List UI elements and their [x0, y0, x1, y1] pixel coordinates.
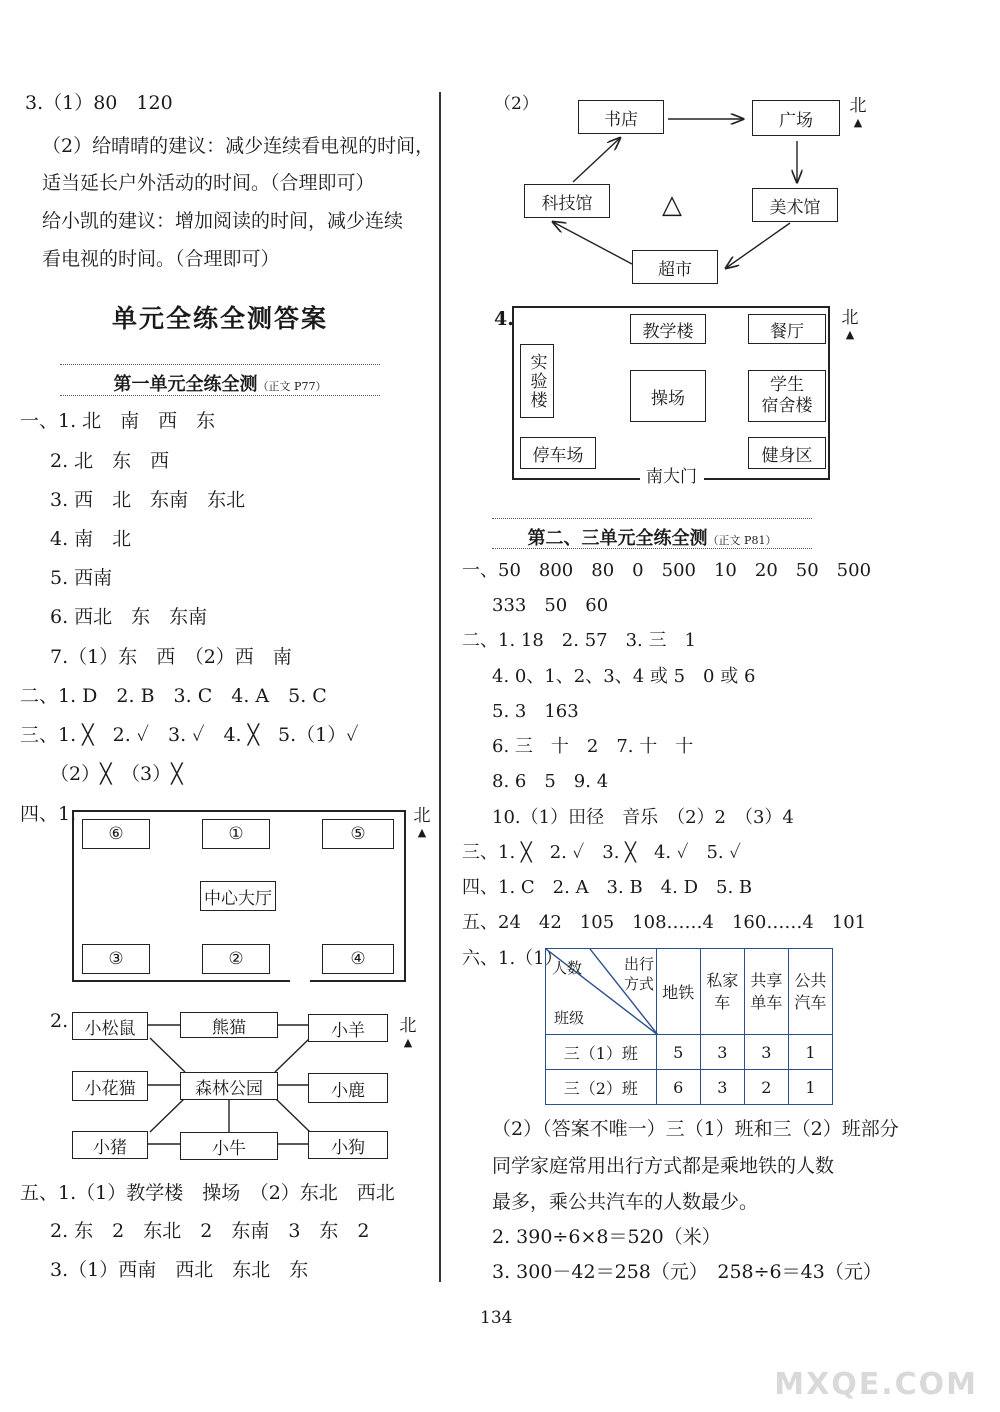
- unit23-part-2-8: 8. 6 5 9. 4: [492, 771, 609, 792]
- hall-center: 中心大厅: [200, 881, 276, 911]
- unit23-part-1: 一、50 800 80 0 500 10 20 50 500: [462, 560, 872, 581]
- table-row: [546, 1070, 833, 1105]
- unit23-part-2-6: 6. 三 十 2 7. 十 十: [492, 736, 694, 757]
- unit1-item-6: 6. 西北 东 东南: [50, 606, 208, 628]
- cell: 6: [656, 1070, 700, 1105]
- travel-table-wrap: [545, 948, 833, 1104]
- map-cat: 小花猫: [72, 1071, 148, 1101]
- answer-3-2-cont: 适当延长户外活动的时间。（合理即可）: [42, 172, 375, 194]
- travel-table: [545, 948, 833, 1105]
- dorm-line-2: 宿舍楼: [761, 396, 813, 416]
- header-class: 班级: [554, 1009, 585, 1027]
- cell: 1: [788, 1070, 832, 1105]
- unit1-item-3: 3. 西 北 东南 东北: [50, 489, 246, 511]
- row-name: 三（1）班: [546, 1035, 657, 1070]
- map-bookstore: 书店: [578, 100, 664, 134]
- map-teaching-building: 教学楼: [630, 314, 706, 344]
- col-subway: 地铁: [656, 949, 700, 1035]
- cell: 3: [700, 1070, 744, 1105]
- answer-4-label: 4.: [494, 308, 514, 330]
- unit23-part-2-10: 10.（1）田径 音乐 （2）2 （3）4: [492, 807, 794, 828]
- header-mode-1: 出行: [624, 955, 655, 973]
- unit1-item-2: 2. 北 东 西: [50, 450, 170, 472]
- map-squirrel: 小松鼠: [72, 1012, 148, 1040]
- unit23-part-1-cont: 333 50 60: [492, 595, 609, 616]
- unit1-item-4: 4. 南 北: [50, 528, 132, 550]
- hall-room-5: ⑤: [322, 819, 394, 849]
- map-parking-lot: 停车场: [520, 437, 596, 469]
- north-indicator-4: 北 ▲: [841, 308, 859, 341]
- north-arrow-icon: ▲: [403, 1036, 413, 1049]
- watermark-logo: MXQE.COM: [774, 1367, 978, 1402]
- map-deer: 小鹿: [308, 1073, 388, 1103]
- unit23-part-5: 五、24 42 105 108……4 160……4 101: [462, 912, 867, 933]
- unit1-item-1: 一、1. 北 南 西 东: [20, 410, 216, 432]
- dorm-line-1: 学生: [770, 374, 804, 395]
- north-indicator-3: 北 ▲: [849, 96, 867, 129]
- col-shared-bike: 共享 单车: [744, 949, 788, 1035]
- cell: 3: [700, 1035, 744, 1070]
- table-row: [546, 1035, 833, 1070]
- col-bus: 公共 汽车: [788, 949, 832, 1035]
- north-arrow-icon: ▲: [417, 826, 427, 839]
- unit23-part-2-5: 5. 3 163: [492, 701, 579, 722]
- hall-room-4: ④: [322, 944, 394, 974]
- map-square: 广场: [752, 100, 840, 136]
- map-art-museum: 美术馆: [752, 188, 838, 222]
- map-forest-park: 森林公园: [180, 1072, 278, 1100]
- answer-3-2: （2）给晴晴的建议：减少连续看电视的时间，: [42, 135, 435, 157]
- unit23-part-6-label: 六、1.（1）: [462, 948, 563, 969]
- unit23-part-6-2: （2）（答案不唯一）三（1）班和三（2）班部分: [492, 1118, 899, 1140]
- unit23-heading: [492, 524, 812, 550]
- map-cow: 小牛: [180, 1132, 278, 1160]
- cell: 5: [656, 1035, 700, 1070]
- header-mode-2: 方式: [624, 975, 655, 993]
- map-dormitory: [748, 370, 826, 422]
- map-lab-building: 实验楼: [520, 344, 554, 418]
- unit23-part-4: 四、1. C 2. A 3. B 4. D 5. B: [462, 877, 753, 898]
- unit23-part-6-2-cont: 同学家庭常用出行方式都是乘地铁的人数: [492, 1155, 835, 1177]
- hall-room-1: ①: [202, 819, 270, 849]
- cell: 1: [788, 1035, 832, 1070]
- map-pig: 小猪: [72, 1131, 148, 1159]
- section-rule-top-2: [492, 518, 812, 519]
- triangle-symbol: △: [662, 190, 682, 220]
- north-arrow-icon: ▲: [845, 328, 855, 341]
- map-dining-hall: 餐厅: [748, 314, 826, 344]
- answer-3-3-cont: 看电视的时间。（合理即可）: [42, 248, 280, 270]
- map-fitness-area: 健身区: [748, 437, 826, 469]
- map-tech-museum: 科技馆: [524, 184, 610, 218]
- unit23-part-6-2-calc: 2. 390÷6×8＝520（米）: [492, 1226, 721, 1248]
- unit1-part-4-2-label: 2.: [50, 1010, 69, 1032]
- map-supermarket: 超市: [632, 250, 718, 284]
- unit1-part-2: 二、1. D 2. B 3. C 4. A 5. C: [20, 685, 327, 707]
- cell: 2: [744, 1070, 788, 1105]
- answer-3-3: 给小凯的建议：增加阅读的时间，减少连续: [42, 210, 404, 232]
- page-number: 134: [480, 1308, 513, 1328]
- row-name: 三（2）班: [546, 1070, 657, 1105]
- unit1-part-3: 三、1. ╳ 2. ✓ 3. ✓ 4. ╳ 5.（1）✓: [20, 724, 359, 746]
- cell: 3: [744, 1035, 788, 1070]
- unit23-part-6-2-cont2: 最多，乘公共汽车的人数最少。: [492, 1191, 759, 1213]
- map-panda: 熊猫: [180, 1012, 278, 1038]
- hall-room-3: ③: [82, 944, 150, 974]
- main-title: 单元全练全测答案: [112, 304, 329, 333]
- unit23-ref: （正文 P81）: [707, 534, 777, 547]
- unit23-part-2-1: 二、1. 18 2. 57 3. 三 1: [462, 630, 696, 651]
- unit1-part-4-label: 四、1.: [20, 803, 77, 825]
- unit23-part-2-4: 4. 0、1、2、3、4 或 5 0 或 6: [492, 666, 756, 687]
- north-arrow-icon: ▲: [853, 116, 863, 129]
- unit1-part-3-cont: （2）╳ （3）╳: [50, 763, 183, 785]
- map-playground: 操场: [630, 370, 706, 422]
- hall-room-2: ②: [202, 944, 270, 974]
- section-rule-bottom-2: [492, 548, 812, 549]
- unit1-title: 第一单元全练全测: [113, 374, 258, 395]
- header-people: 人数: [552, 959, 583, 977]
- unit1-item-5: 5. 西南: [50, 567, 113, 589]
- unit1-ref: （正文 P77）: [257, 380, 327, 393]
- unit23-part-3: 三、1. ╳ 2. ✓ 3. ╳ 4. ✓ 5. ✓: [462, 842, 741, 863]
- north-indicator-1: 北 ▲: [413, 806, 431, 839]
- unit1-part-5-1: 五、1.（1）教学楼 操场 （2）东北 西北: [20, 1182, 395, 1204]
- unit23-part-6-3-calc: 3. 300－42＝258（元） 258÷6＝43（元）: [492, 1261, 882, 1283]
- unit1-item-7: 7.（1）东 西 （2）西 南: [50, 646, 292, 668]
- north-indicator-2: 北 ▲: [399, 1016, 417, 1049]
- answer-2-label: （2）: [494, 94, 539, 114]
- answer-3-1: 3.（1）80 120: [25, 92, 173, 114]
- unit1-part-5-3: 3.（1）西南 西北 东北 东: [50, 1259, 309, 1281]
- map-sheep: 小羊: [308, 1014, 388, 1042]
- table-header-corner: [546, 949, 657, 1035]
- col-private-car: 私家 车: [700, 949, 744, 1035]
- map-dog: 小狗: [308, 1131, 388, 1159]
- unit23-title: 第二、三单元全练全测: [527, 528, 708, 549]
- unit1-part-5-2: 2. 东 2 东北 2 东南 3 东 2: [50, 1220, 370, 1242]
- hall-room-6: ⑥: [82, 819, 150, 849]
- map-south-gate: 南大门: [646, 467, 697, 487]
